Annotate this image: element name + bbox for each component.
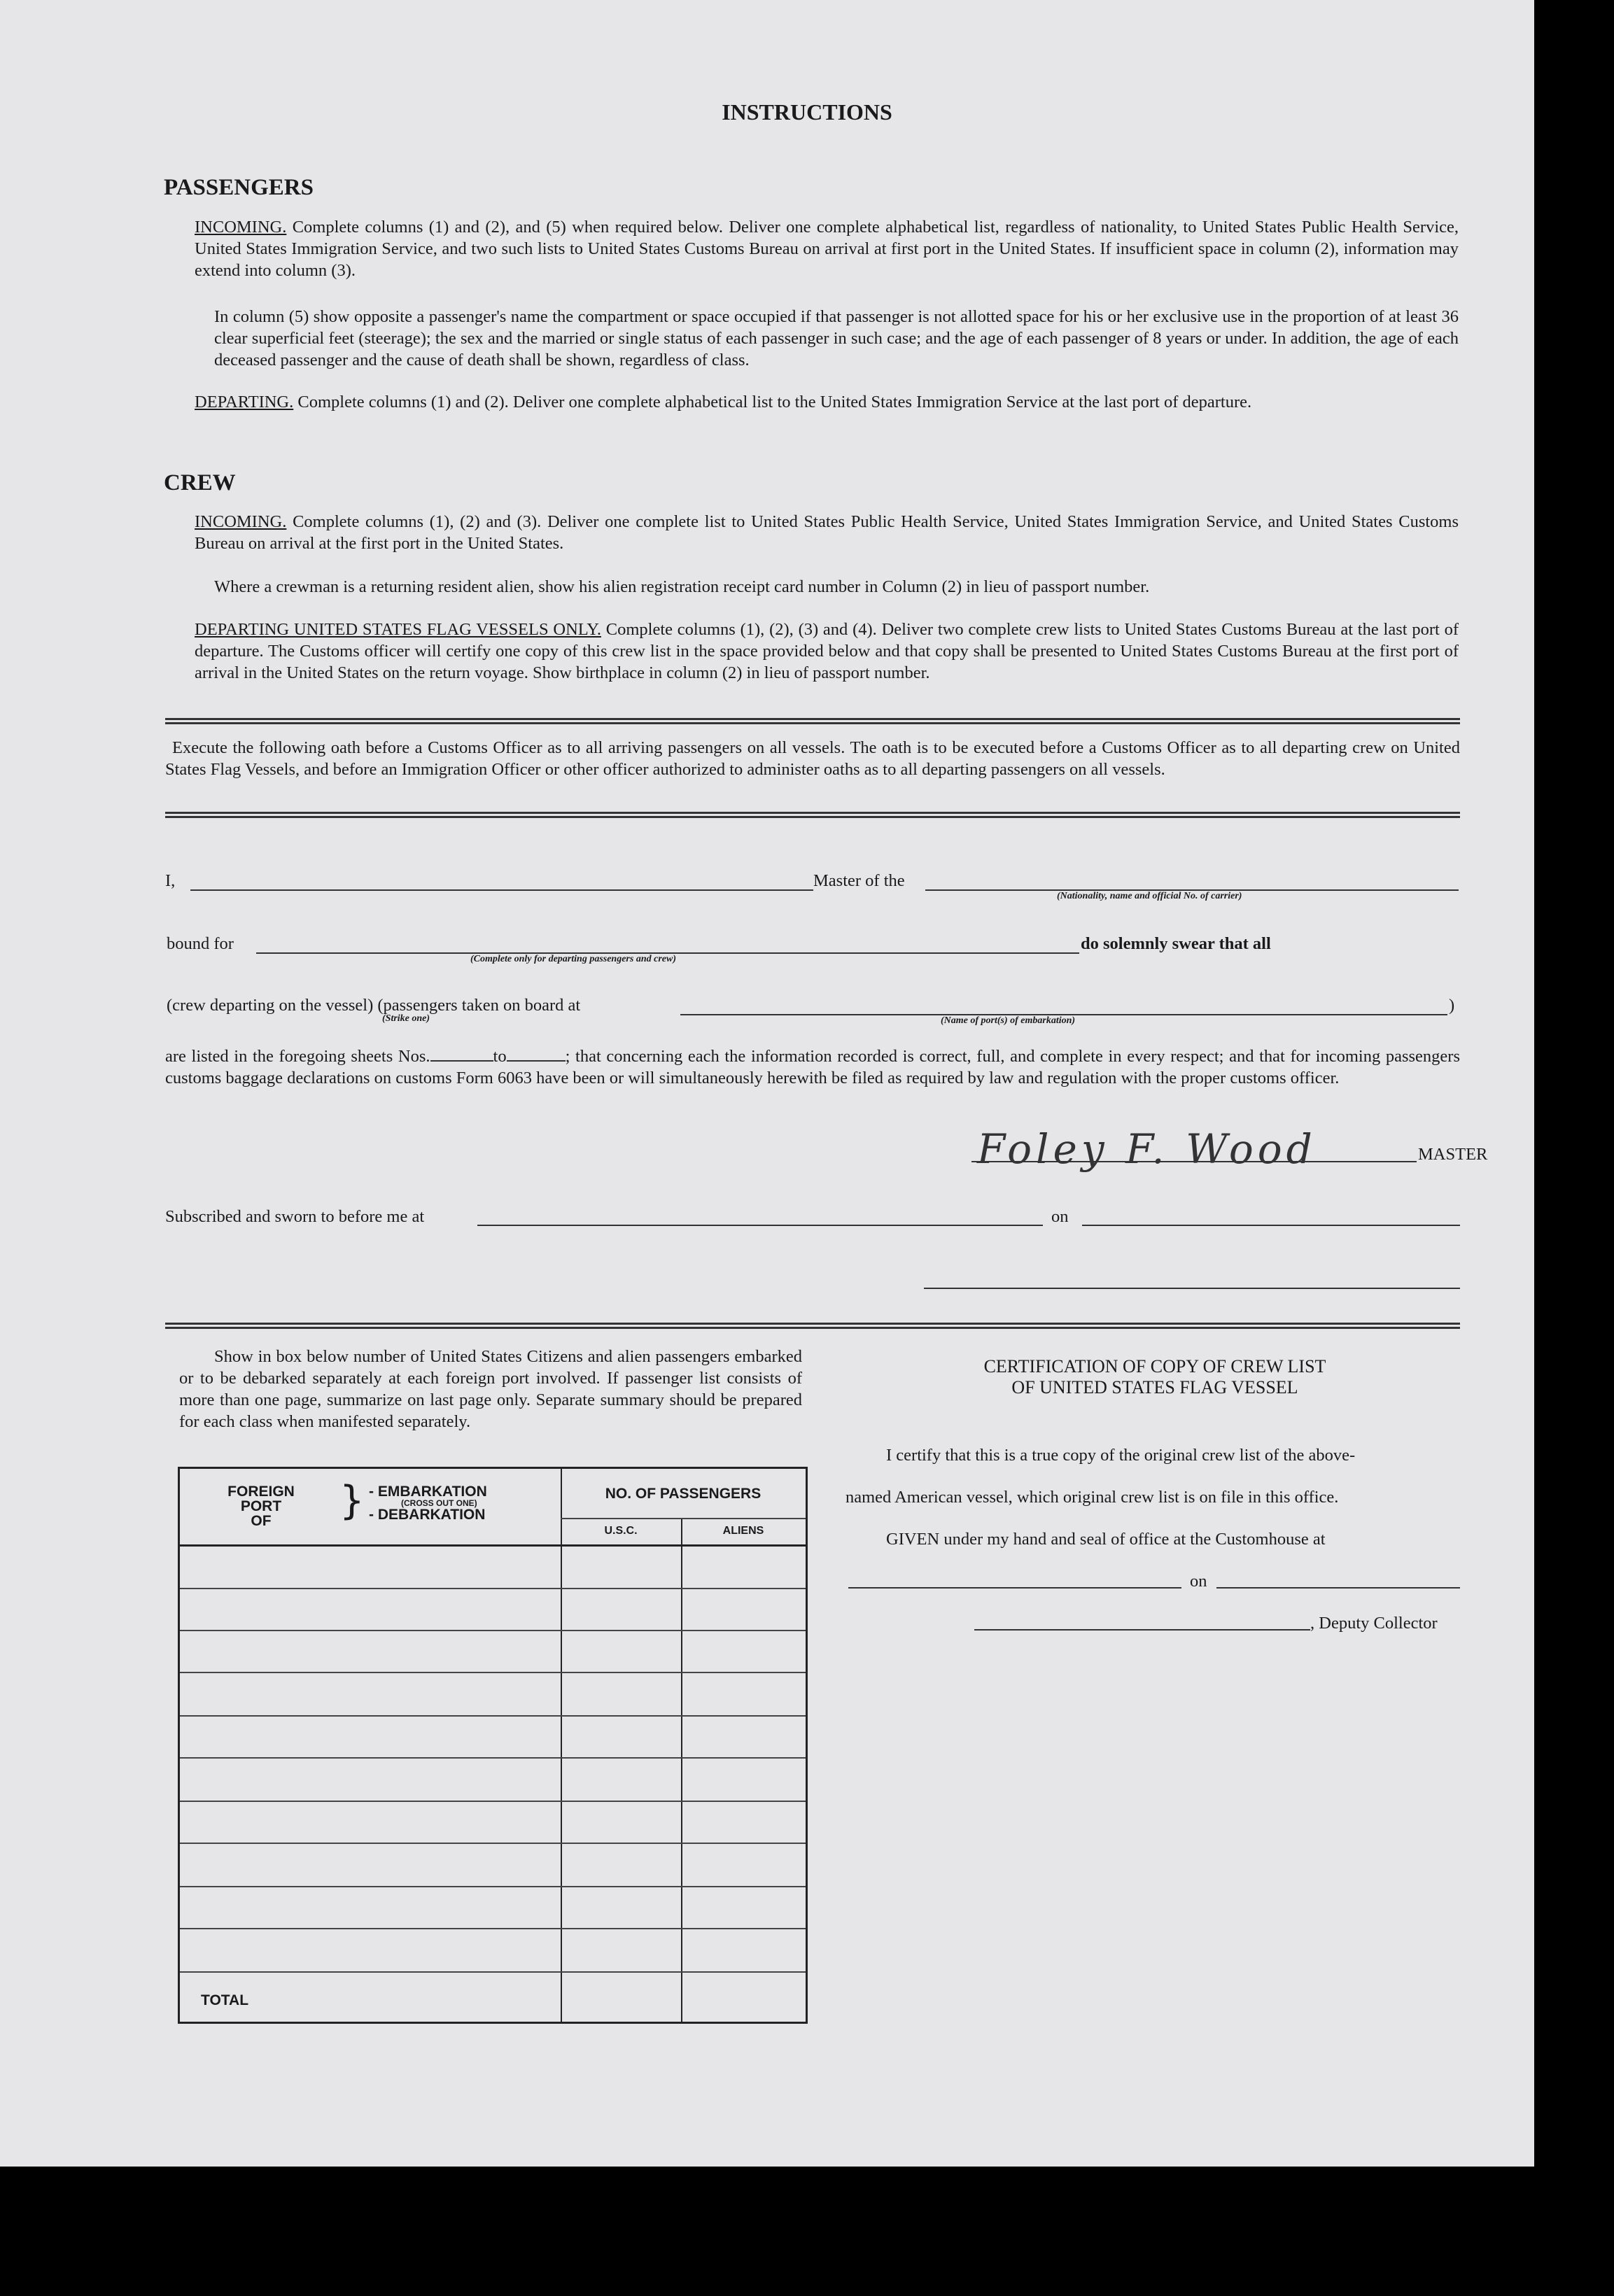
table-row (180, 1971, 806, 1973)
strike-note: (Strike one) (382, 1013, 430, 1024)
swear-text: do solemnly swear that all (1081, 934, 1271, 953)
divider (165, 718, 1460, 724)
passengers-departing-text: Complete columns (1) and (2). Deliver one complete alphabetical list to the United States Immigration Service at the last port of departure. (297, 393, 1252, 411)
of-label: OF (251, 1513, 272, 1529)
sworn-date-field[interactable] (1082, 1225, 1460, 1226)
passengers-incoming-label: INCOMING. (195, 218, 287, 237)
master-signature: Foley F. Wood (977, 1125, 1317, 1173)
table-divider (561, 1469, 562, 2022)
table-divider (561, 1518, 806, 1519)
passengers-departing-label: DEPARTING. (195, 393, 294, 411)
table-row (180, 1715, 806, 1717)
table-row (180, 1928, 806, 1929)
total-label: TOTAL (201, 1992, 249, 2008)
deputy-signature-field[interactable] (974, 1629, 1310, 1631)
table-row (180, 1672, 806, 1673)
listed-text-a: are listed in the foregoing sheets Nos. (165, 1047, 430, 1066)
master-label: MASTER (1418, 1145, 1488, 1164)
table-row (180, 1843, 806, 1844)
close-paren: ) (1449, 996, 1455, 1015)
certification-text-3: GIVEN under my hand and seal of office at the Customhouse at (886, 1530, 1326, 1549)
certification-title-1: CERTIFICATION OF COPY OF CREW LIST (983, 1356, 1326, 1376)
table-row (180, 1757, 806, 1759)
certification-text-2: named American vessel, which original crew list is on file in this office. (845, 1488, 1339, 1507)
table-divider (681, 1518, 682, 2022)
customhouse-field[interactable] (848, 1587, 1181, 1589)
master-of-label: Master of the (813, 871, 905, 890)
complete-note: (Complete only for departing passengers and crew) (470, 954, 676, 964)
crew-heading: CREW (164, 470, 236, 495)
crew-departing-label: DEPARTING UNITED STATES FLAG VESSELS ONLY. (195, 620, 601, 639)
table-row (180, 1630, 806, 1631)
port-label: PORT (240, 1498, 282, 1514)
listed-text-b: ; that concerning each the information recorded is correct, full, and complete in every respect; and that for incoming passengers customs baggage declarations on customs Form 6063 have been or will simultaneously herewith be filed as required by law and regulation with the proper customs officer. (165, 1047, 1460, 1087)
listed-text (165, 1045, 1460, 1089)
crew-departing-text: (crew departing on the vessel) (passengers taken on board at (167, 996, 581, 1015)
crew-departing (195, 619, 1459, 684)
listed-to: to (493, 1047, 507, 1066)
table-row (180, 1801, 806, 1802)
usc-header: U.S.C. (604, 1525, 638, 1537)
foreign-port-of-header (219, 1484, 303, 1528)
oath-i-label: I, (165, 871, 176, 890)
certification-on-label: on (1190, 1572, 1207, 1591)
table-row (180, 1588, 806, 1589)
certification-text-1: I certify that this is a true copy of the original crew list of the above- (886, 1446, 1356, 1465)
embark-debark-header (369, 1484, 487, 1522)
passengers-heading: PASSENGERS (164, 175, 314, 200)
summary-instructions: Show in box below number of United States Citizens and alien passengers embarked or to be debarked separately at each foreign port involved. If passenger list consists of more than one page, summarize on last page only. Separate summary should be prepared for each class when manifested separately. (179, 1347, 802, 1431)
crew-departing-text: Complete columns (1), (2), (3) and (4). Deliver two complete crew lists to United States Customs Bureau at the last port of departure. The Customs officer will certify one copy of this crew list in the space provided below and that copy shall be presented to United States Customs Bureau at the first port of arrival in the United States on the return voyage. Show birthplace in column (2) in lieu of passport number. (195, 620, 1459, 682)
master-name-field[interactable] (190, 889, 813, 891)
sworn-on-label: on (1051, 1207, 1069, 1226)
sworn-place-field[interactable] (477, 1225, 1043, 1226)
sheet-from-field[interactable] (430, 1046, 493, 1062)
divider (165, 812, 1460, 818)
certification-title (868, 1356, 1442, 1398)
aliens-header: ALIENS (722, 1525, 764, 1537)
page-title: INSTRUCTIONS (722, 99, 892, 125)
crew-incoming (195, 511, 1459, 554)
crew-alien-text: Where a crewman is a returning resident alien, show his alien registration receipt card number in Column (2) in lieu of passport number. (214, 577, 1150, 596)
table-row (180, 1886, 806, 1887)
port-note: (Name of port(s) of embarkation) (941, 1015, 1076, 1026)
passengers-departing (195, 391, 1459, 413)
officer-signature-field[interactable] (924, 1288, 1460, 1289)
debarkation-label: - DEBARKATION (369, 1507, 486, 1523)
crew-incoming-text: Complete columns (1), (2) and (3). Deliver one complete list to United States Public Health Service, United States Immigration Service, and United States Customs Bureau on arrival at the first port in the United States. (195, 512, 1459, 553)
foreign-label: FOREIGN (227, 1484, 295, 1500)
carrier-note: (Nationality, name and official No. of carrier) (1057, 891, 1242, 901)
no-passengers-header: NO. OF PASSENGERS (605, 1486, 762, 1502)
passengers-incoming-text: Complete columns (1) and (2), and (5) when required below. Deliver one complete alphabetical list, regardless of nationality, to United States Public Health Service, United States Immigration Service, and two such lists to United States Customs Bureau on arrival at first port in the United States. If insufficient space in column (2), information may extend into column (3). (195, 218, 1459, 280)
certification-title-2: OF UNITED STATES FLAG VESSEL (1011, 1377, 1298, 1397)
table-divider (180, 1544, 806, 1547)
cross-out-label: (CROSS OUT ONE) (401, 1498, 477, 1508)
passengers-incoming (195, 216, 1459, 281)
divider (165, 1323, 1460, 1329)
subscribed-label: Subscribed and sworn to before me at (165, 1207, 425, 1226)
bound-for-label: bound for (167, 934, 234, 953)
crew-incoming-label: INCOMING. (195, 512, 287, 531)
brace-icon: } (339, 1478, 365, 1523)
deputy-label: , Deputy Collector (1310, 1614, 1438, 1633)
passengers-column5-text: In column (5) show opposite a passenger's name the compartment or space occupied if that passenger is not allotted space for his or her exclusive use in the proportion of at least 36 clear superficial feet (steerage); the sex and the married or single status of each passenger in such case; and the age of each passenger of 8 years or under. In addition, the age of each deceased passenger and the cause of death shall be shown, regardless of class. (214, 307, 1459, 369)
certification-date-field[interactable] (1216, 1587, 1460, 1589)
embarkation-label: - EMBARKATION (369, 1484, 487, 1500)
oath-intro: Execute the following oath before a Customs Officer as to all arriving passengers on all vessels. The oath is to be executed before a Customs Officer as to all departing crew on United States Flag Vessels, and before an Immigration Officer or other officer authorized to administer oaths as to all departing passengers on all vessels. (165, 738, 1460, 779)
sheet-to-field[interactable] (507, 1046, 566, 1062)
passenger-summary-table (178, 1467, 808, 2024)
